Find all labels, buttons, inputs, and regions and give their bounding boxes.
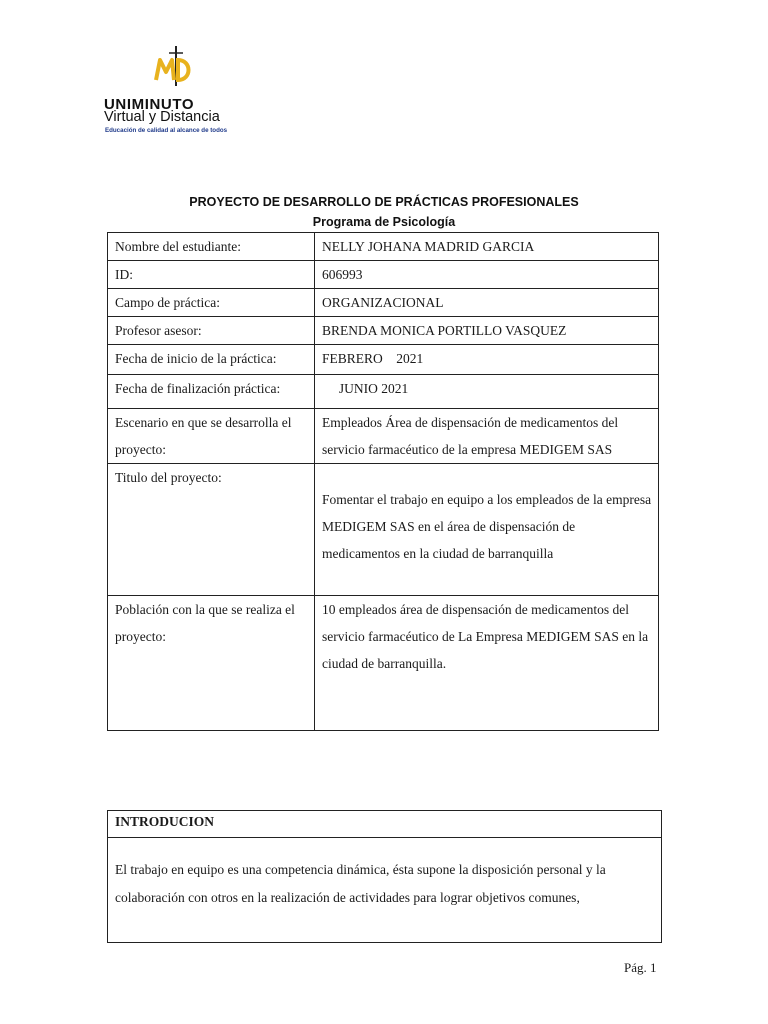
row-value: Fomentar el trabajo en equipo a los empleados de la empresa MEDIGEM SAS en el área de dispensación de medicamentos en la ciudad de barranquilla	[315, 464, 659, 596]
table-row	[108, 345, 659, 375]
table-row	[108, 596, 659, 731]
table-row	[108, 409, 659, 464]
logo-tagline: Educación de calidad al alcance de todos	[105, 127, 228, 134]
table-row	[108, 464, 659, 596]
project-info-table	[107, 232, 659, 731]
logo-subtitle: Virtual y Distancia	[104, 109, 220, 125]
row-label: Titulo del proyecto:	[108, 464, 315, 596]
uniminuto-logo	[104, 46, 244, 138]
row-value: ORGANIZACIONAL	[315, 289, 659, 317]
program-subtitle: Programa de Psicología	[312, 215, 456, 229]
md-emblem-icon	[152, 46, 196, 90]
intro-text: El trabajo en equipo es una competencia dinámica, ésta supone la disposición personal y la colaboración con otros en la realización de actividades para lograr objetivos comunes,	[108, 838, 662, 943]
document-title: PROYECTO DE DESARROLLO DE PRÁCTICAS PROFESIONALES	[189, 195, 579, 209]
row-value: NELLY JOHANA MADRID GARCIA	[315, 233, 659, 261]
introduction-section	[107, 810, 662, 943]
row-value: 606993	[315, 261, 659, 289]
row-label: Fecha de finalización práctica:	[108, 375, 315, 409]
row-value: FEBRERO 2021	[315, 345, 659, 375]
row-value: 10 empleados área de dispensación de medicamentos del servicio farmacéutico de La Empresa MEDIGEM SAS en la ciudad de barranquilla.	[315, 596, 659, 731]
page-number: Pág. 1	[624, 960, 657, 975]
row-label: Nombre del estudiante:	[108, 233, 315, 261]
row-label: Fecha de inicio de la práctica:	[108, 345, 315, 375]
row-label: Campo de práctica:	[108, 289, 315, 317]
table-row	[108, 233, 659, 261]
intro-heading: INTRODUCION	[108, 811, 662, 838]
row-label: Población con la que se realiza el proyecto:	[108, 596, 315, 731]
row-label: Profesor asesor:	[108, 317, 315, 345]
row-label: Escenario en que se desarrolla el proyecto:	[108, 409, 315, 464]
logo-name: UNIMINUTO	[104, 96, 195, 113]
table-row	[108, 317, 659, 345]
row-value: BRENDA MONICA PORTILLO VASQUEZ	[315, 317, 659, 345]
table-row	[108, 289, 659, 317]
table-row	[108, 261, 659, 289]
row-value: JUNIO 2021	[315, 375, 659, 409]
row-value: Empleados Área de dispensación de medicamentos del servicio farmacéutico de la empresa MEDIGEM SAS	[315, 409, 659, 464]
row-label: ID:	[108, 261, 315, 289]
table-row	[108, 375, 659, 409]
